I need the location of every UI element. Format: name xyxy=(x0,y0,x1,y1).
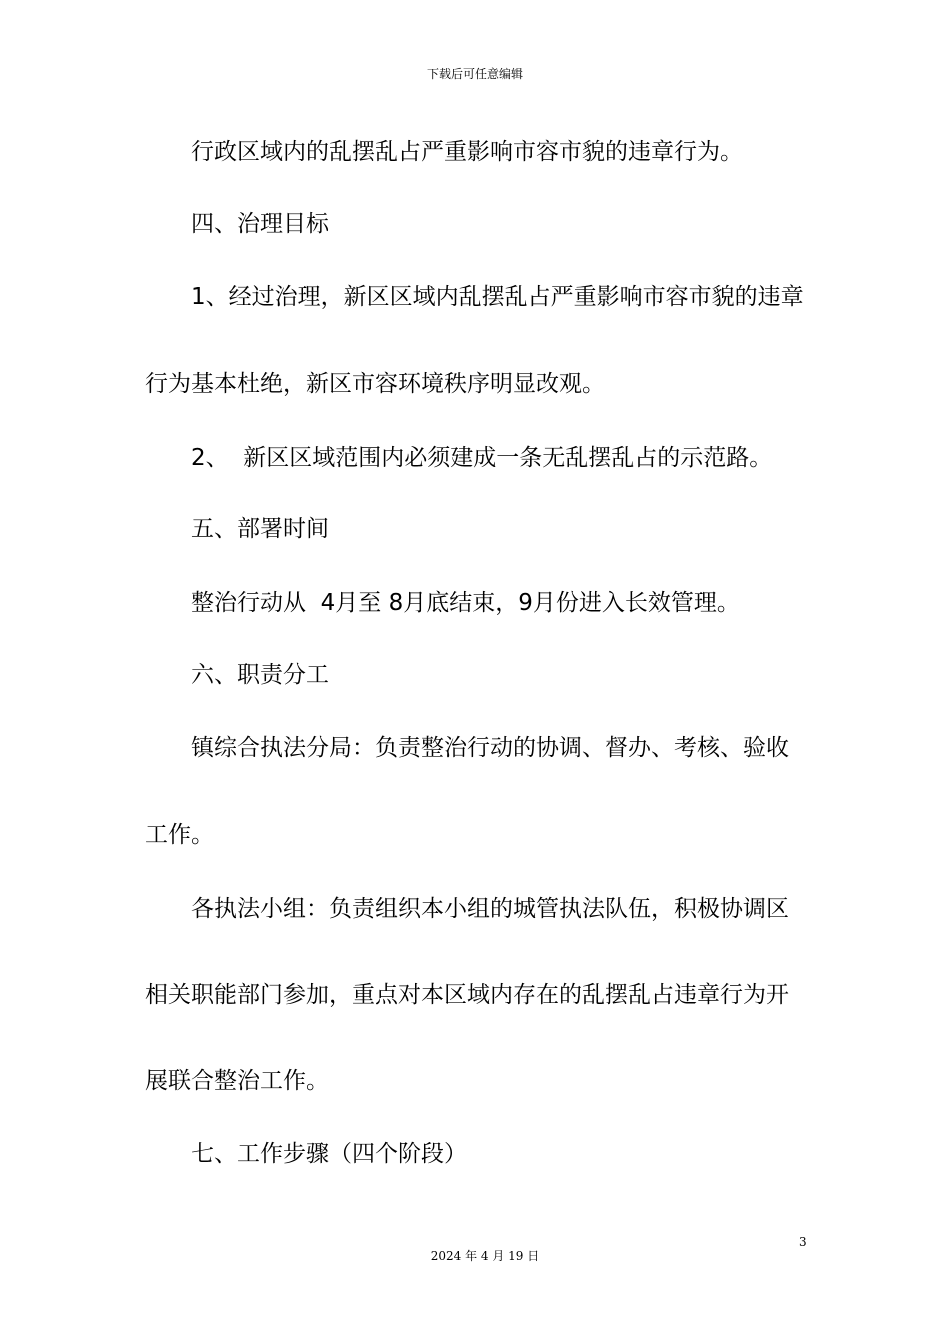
section-heading: 七、工作步骤（四个阶段） xyxy=(191,1141,467,1167)
body-line: 整治行动从 4月至 8月底结束，9月份进入长效管理。 xyxy=(191,590,740,616)
body-line: 工作。 xyxy=(145,822,214,848)
body-line: 镇综合执法分局：负责整治行动的协调、督办、考核、验收 xyxy=(191,735,789,761)
body-line: 2、 新区区域范围内必须建成一条无乱摆乱占的示范路。 xyxy=(191,445,773,471)
body-line: 展联合整治工作。 xyxy=(145,1068,329,1094)
body-line: 各执法小组：负责组织本小组的城管执法队伍，积极协调区 xyxy=(191,896,789,922)
section-heading: 六、职责分工 xyxy=(191,662,329,688)
footer-date: 2024 年 4 月 19 日 xyxy=(430,1249,540,1263)
page-header: 下载后可任意编辑 xyxy=(426,67,523,81)
body-line: 1、经过治理，新区区域内乱摆乱占严重影响市容市貌的违章 xyxy=(191,284,804,310)
section-heading: 五、部署时间 xyxy=(191,516,329,542)
page-number: 3 xyxy=(799,1235,807,1249)
body-line: 行为基本杜绝，新区市容环境秩序明显改观。 xyxy=(145,371,605,397)
section-heading: 四、治理目标 xyxy=(191,211,329,237)
body-line: 相关职能部门参加，重点对本区域内存在的乱摆乱占违章行为开 xyxy=(145,982,789,1008)
body-line: 行政区域内的乱摆乱占严重影响市容市貌的违章行为。 xyxy=(191,139,743,165)
